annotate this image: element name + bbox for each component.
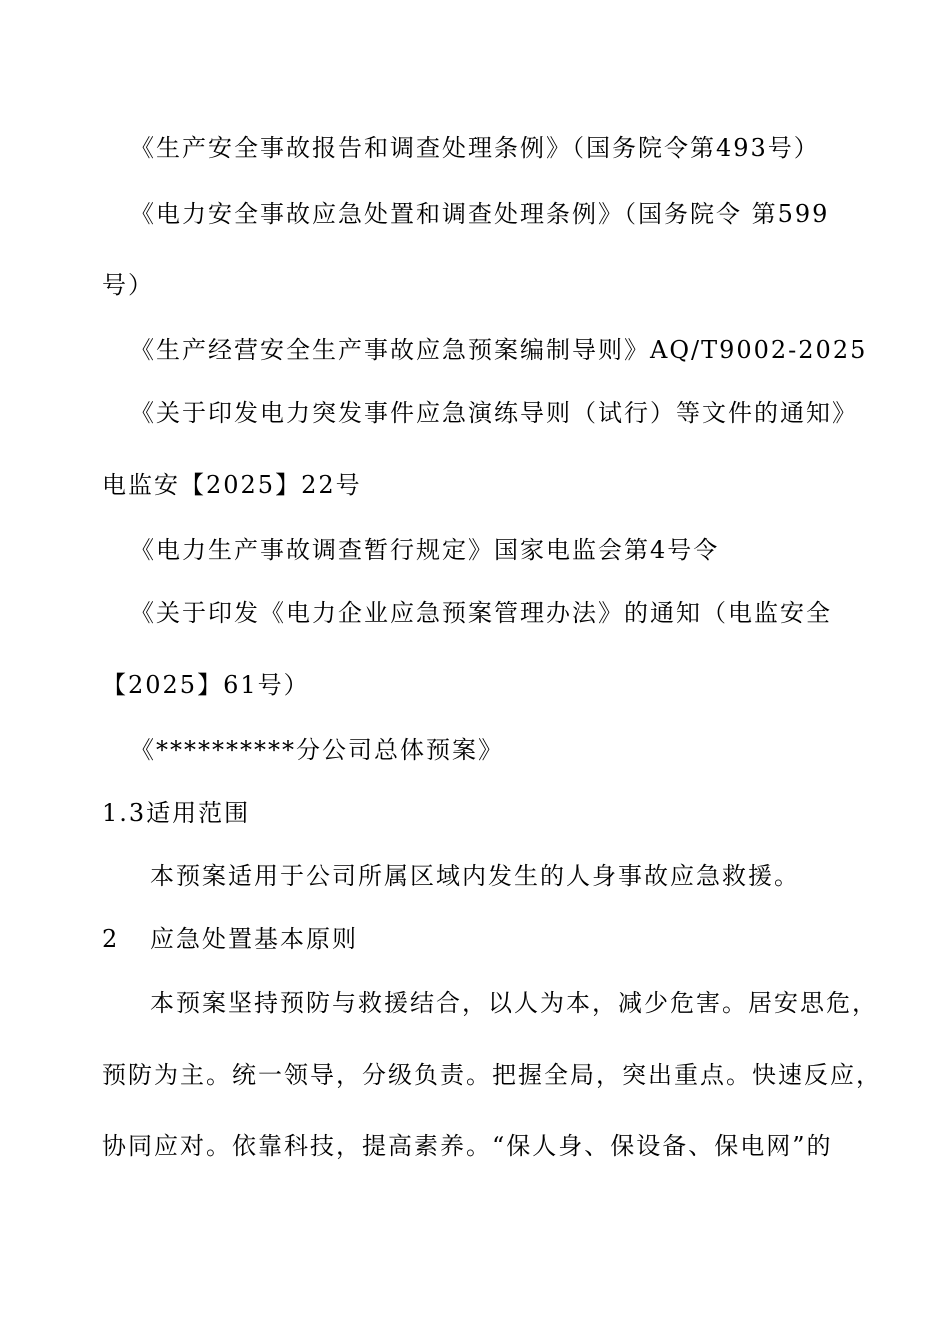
reference-line-continuation: 电监安【2025】22号 — [102, 471, 362, 499]
reference-line: 《生产经营安全生产事故应急预案编制导则》AQ/T9002-2025 — [130, 336, 868, 364]
reference-line: 《**********分公司总体预案》 — [130, 736, 504, 764]
section-body-line: 协同应对。依靠科技，提高素养。“保人身、保设备、保电网”的 — [102, 1132, 833, 1160]
section-body-line: 预防为主。统一领导，分级负责。把握全局，突出重点。快速反应， — [102, 1061, 882, 1089]
section-heading: 1.3适用范围 — [102, 799, 251, 827]
reference-line: 《电力安全事故应急处置和调查处理条例》（国务院令 第599 — [130, 200, 830, 228]
reference-line: 《关于印发《电力企业应急预案管理办法》的通知（电监安全 — [130, 599, 832, 627]
reference-line: 《生产安全事故报告和调查处理条例》（国务院令第493号） — [130, 134, 820, 162]
reference-line-continuation: 号） — [102, 271, 154, 299]
section-body-line: 本预案坚持预防与救援结合，以人为本，减少危害。居安思危， — [150, 989, 878, 1017]
reference-line: 《关于印发电力突发事件应急演练导则（试行）等文件的通知》 — [130, 399, 858, 427]
reference-line-continuation: 【2025】61号） — [102, 671, 310, 699]
section-heading: 应急处置基本原则 — [150, 925, 358, 953]
reference-line: 《电力生产事故调查暂行规定》国家电监会第4号令 — [130, 536, 720, 564]
section-number: 2 — [102, 925, 120, 953]
section-body: 本预案适用于公司所属区域内发生的人身事故应急救援。 — [150, 862, 800, 890]
